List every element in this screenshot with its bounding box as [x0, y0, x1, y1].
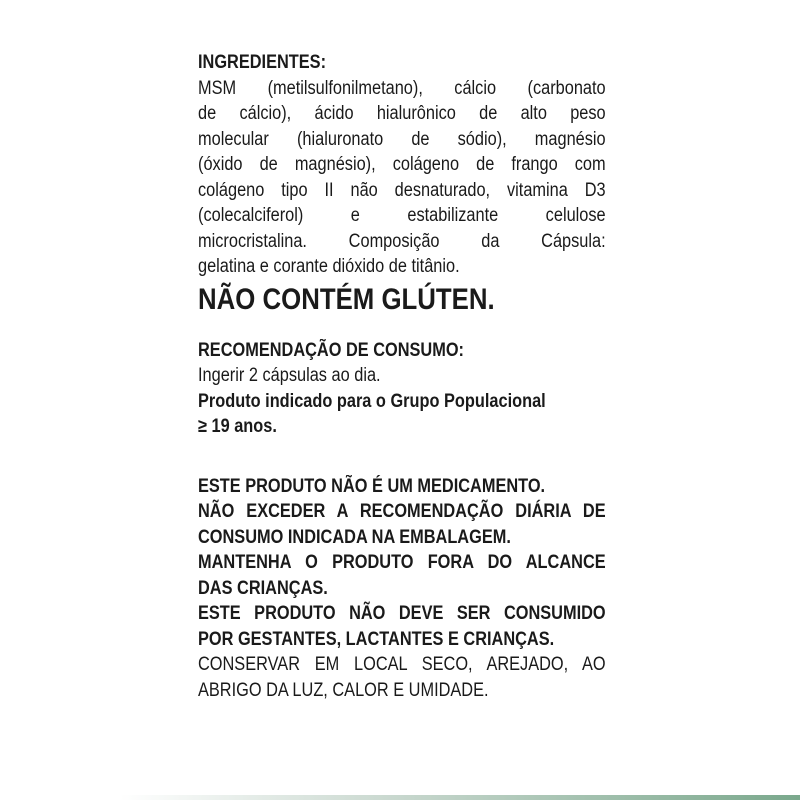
storage-line: ABRIGO DA LUZ, CALOR E UMIDADE. — [198, 679, 489, 701]
storage-line: CONSERVAR EM LOCAL SECO, AREJADO, AO — [198, 654, 606, 675]
recommendation-section — [198, 338, 606, 440]
recommendation-heading: RECOMENDAÇÃO DE CONSUMO: — [198, 339, 464, 361]
ingredients-line: gelatina e corante dióxido de titânio. — [198, 256, 460, 277]
ingredients-line: (óxido de magnésio), colágeno de frango com — [198, 154, 606, 175]
ingredients-line: molecular (hialuronato de sódio), magnésio — [198, 128, 606, 150]
spacer — [198, 320, 606, 338]
ingredients-heading: INGREDIENTES: — [198, 52, 327, 73]
bottom-accent-bar — [120, 795, 800, 800]
label-text-column — [198, 50, 606, 703]
warning-line: DAS CRIANÇAS. — [198, 577, 328, 599]
warning-line: MANTENHA O PRODUTO FORA DO ALCANCE — [198, 552, 606, 573]
warning-line: POR GESTANTES, LACTANTES E CRIANÇAS. — [198, 628, 555, 650]
ingredients-line: de cálcio), ácido hialurônico de alto peso — [198, 103, 606, 124]
ingredients-section — [198, 50, 606, 280]
ingredients-line: microcristalina. Composição da Cápsula: — [198, 230, 606, 252]
ingredients-line: MSM (metilsulfonilmetano), cálcio (carbonato — [198, 77, 606, 99]
warnings-section — [198, 474, 606, 704]
recommendation-age: ≥ 19 anos. — [198, 416, 277, 437]
gluten-warning: NÃO CONTÉM GLÚTEN. — [198, 282, 495, 316]
warning-line: NÃO EXCEDER A RECOMENDAÇÃO DIÁRIA DE — [198, 501, 606, 522]
recommendation-dose: Ingerir 2 cápsulas ao dia. — [198, 365, 381, 386]
warning-line: CONSUMO INDICADA NA EMBALAGEM. — [198, 526, 511, 548]
ingredients-line: (colecalciferol) e estabilizante celulose — [198, 205, 606, 226]
ingredients-line: colágeno tipo II não desnaturado, vitamina D3 — [198, 179, 606, 201]
warning-line: ESTE PRODUTO NÃO É UM MEDICAMENTO. — [198, 475, 546, 497]
warning-line: ESTE PRODUTO NÃO DEVE SER CONSUMIDO — [198, 603, 606, 624]
recommendation-group: Produto indicado para o Grupo Populacional — [198, 390, 546, 412]
spacer — [198, 440, 606, 474]
